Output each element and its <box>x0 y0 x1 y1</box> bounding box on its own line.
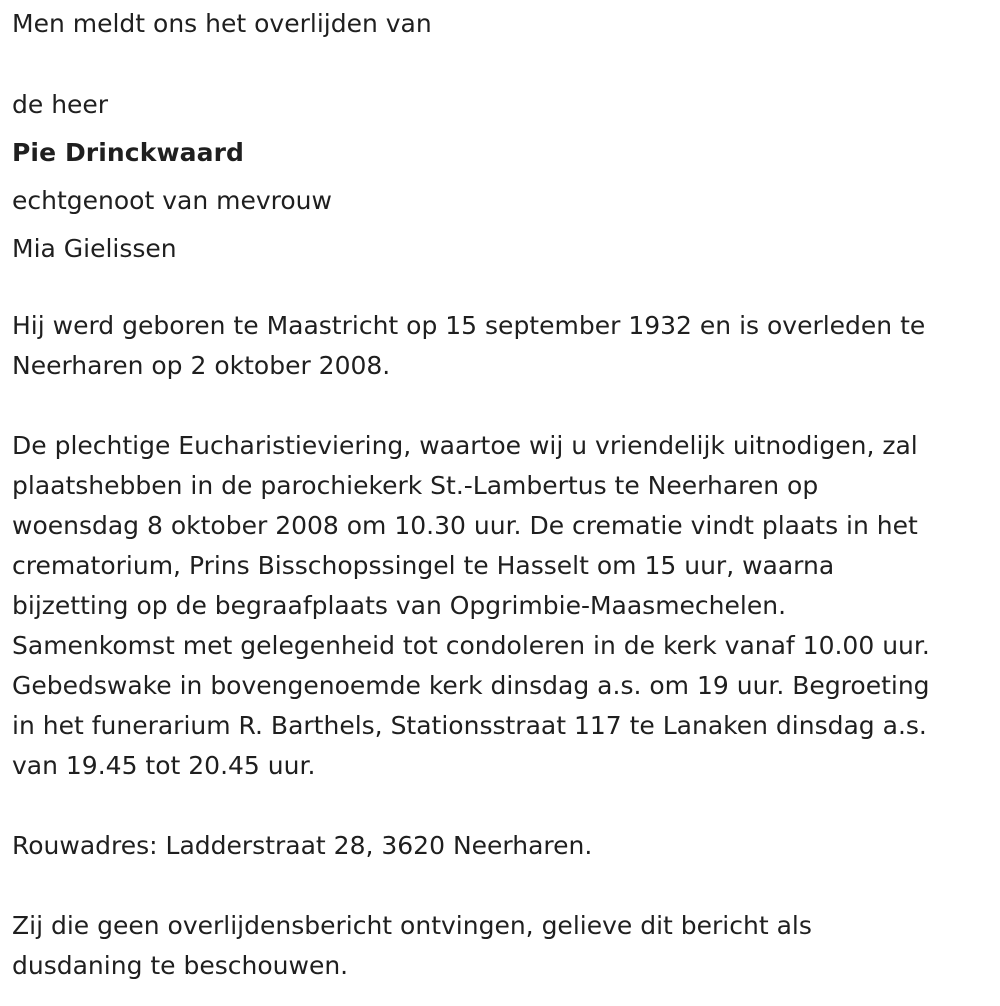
spacer <box>12 48 997 81</box>
paragraph-line: Neerharen op 2 oktober 2008. <box>12 351 391 380</box>
relation-text: echtgenoot van mevrouw <box>12 186 332 215</box>
paragraph-line: Samenkomst met gelegenheid tot condoleren in de kerk vanaf 10.00 uur. <box>12 631 930 660</box>
spacer <box>12 786 997 826</box>
deceased-title: de heer <box>12 90 109 119</box>
obituary-notice <box>12 0 997 986</box>
paragraph-line: in het funerarium R. Barthels, Stationsstraat 117 te Lanaken dinsdag a.s. <box>12 711 927 740</box>
deceased-name: Pie Drinckwaard <box>12 138 245 167</box>
paragraph-line: van 19.45 tot 20.45 uur. <box>12 751 316 780</box>
address-paragraph <box>12 826 997 866</box>
paragraph-line: Hij werd geboren te Maastricht op 15 september 1932 en is overleden te <box>12 311 926 340</box>
closing-paragraph <box>12 906 997 986</box>
spouse-name: Mia Gielissen <box>12 234 177 263</box>
paragraph-line: crematorium, Prins Bisschopssingel te Hasselt om 15 uur, waarna <box>12 551 835 580</box>
spacer <box>12 386 997 426</box>
mourning-address: Rouwadres: Ladderstraat 28, 3620 Neerharen. <box>12 831 593 860</box>
paragraph-line: dusdaning te beschouwen. <box>12 951 349 980</box>
paragraph-line: De plechtige Eucharistieviering, waartoe wij u vriendelijk uitnodigen, zal <box>12 431 918 460</box>
spacer <box>12 273 997 306</box>
paragraph-line: Zij die geen overlijdensbericht ontvingen, gelieve dit bericht als <box>12 911 812 940</box>
paragraph-line: plaatshebben in de parochiekerk St.-Lambertus te Neerharen op <box>12 471 819 500</box>
spacer <box>12 866 997 906</box>
paragraph-line: Gebedswake in bovengenoemde kerk dinsdag a.s. om 19 uur. Begroeting <box>12 671 930 700</box>
birth-death-paragraph <box>12 306 997 386</box>
paragraph-line: woensdag 8 oktober 2008 om 10.30 uur. De crematie vindt plaats in het <box>12 511 918 540</box>
intro-text: Men meldt ons het overlijden van <box>12 9 432 38</box>
ceremony-paragraph <box>12 426 997 786</box>
paragraph-line: bijzetting op de begraafplaats van Opgrimbie-Maasmechelen. <box>12 591 787 620</box>
